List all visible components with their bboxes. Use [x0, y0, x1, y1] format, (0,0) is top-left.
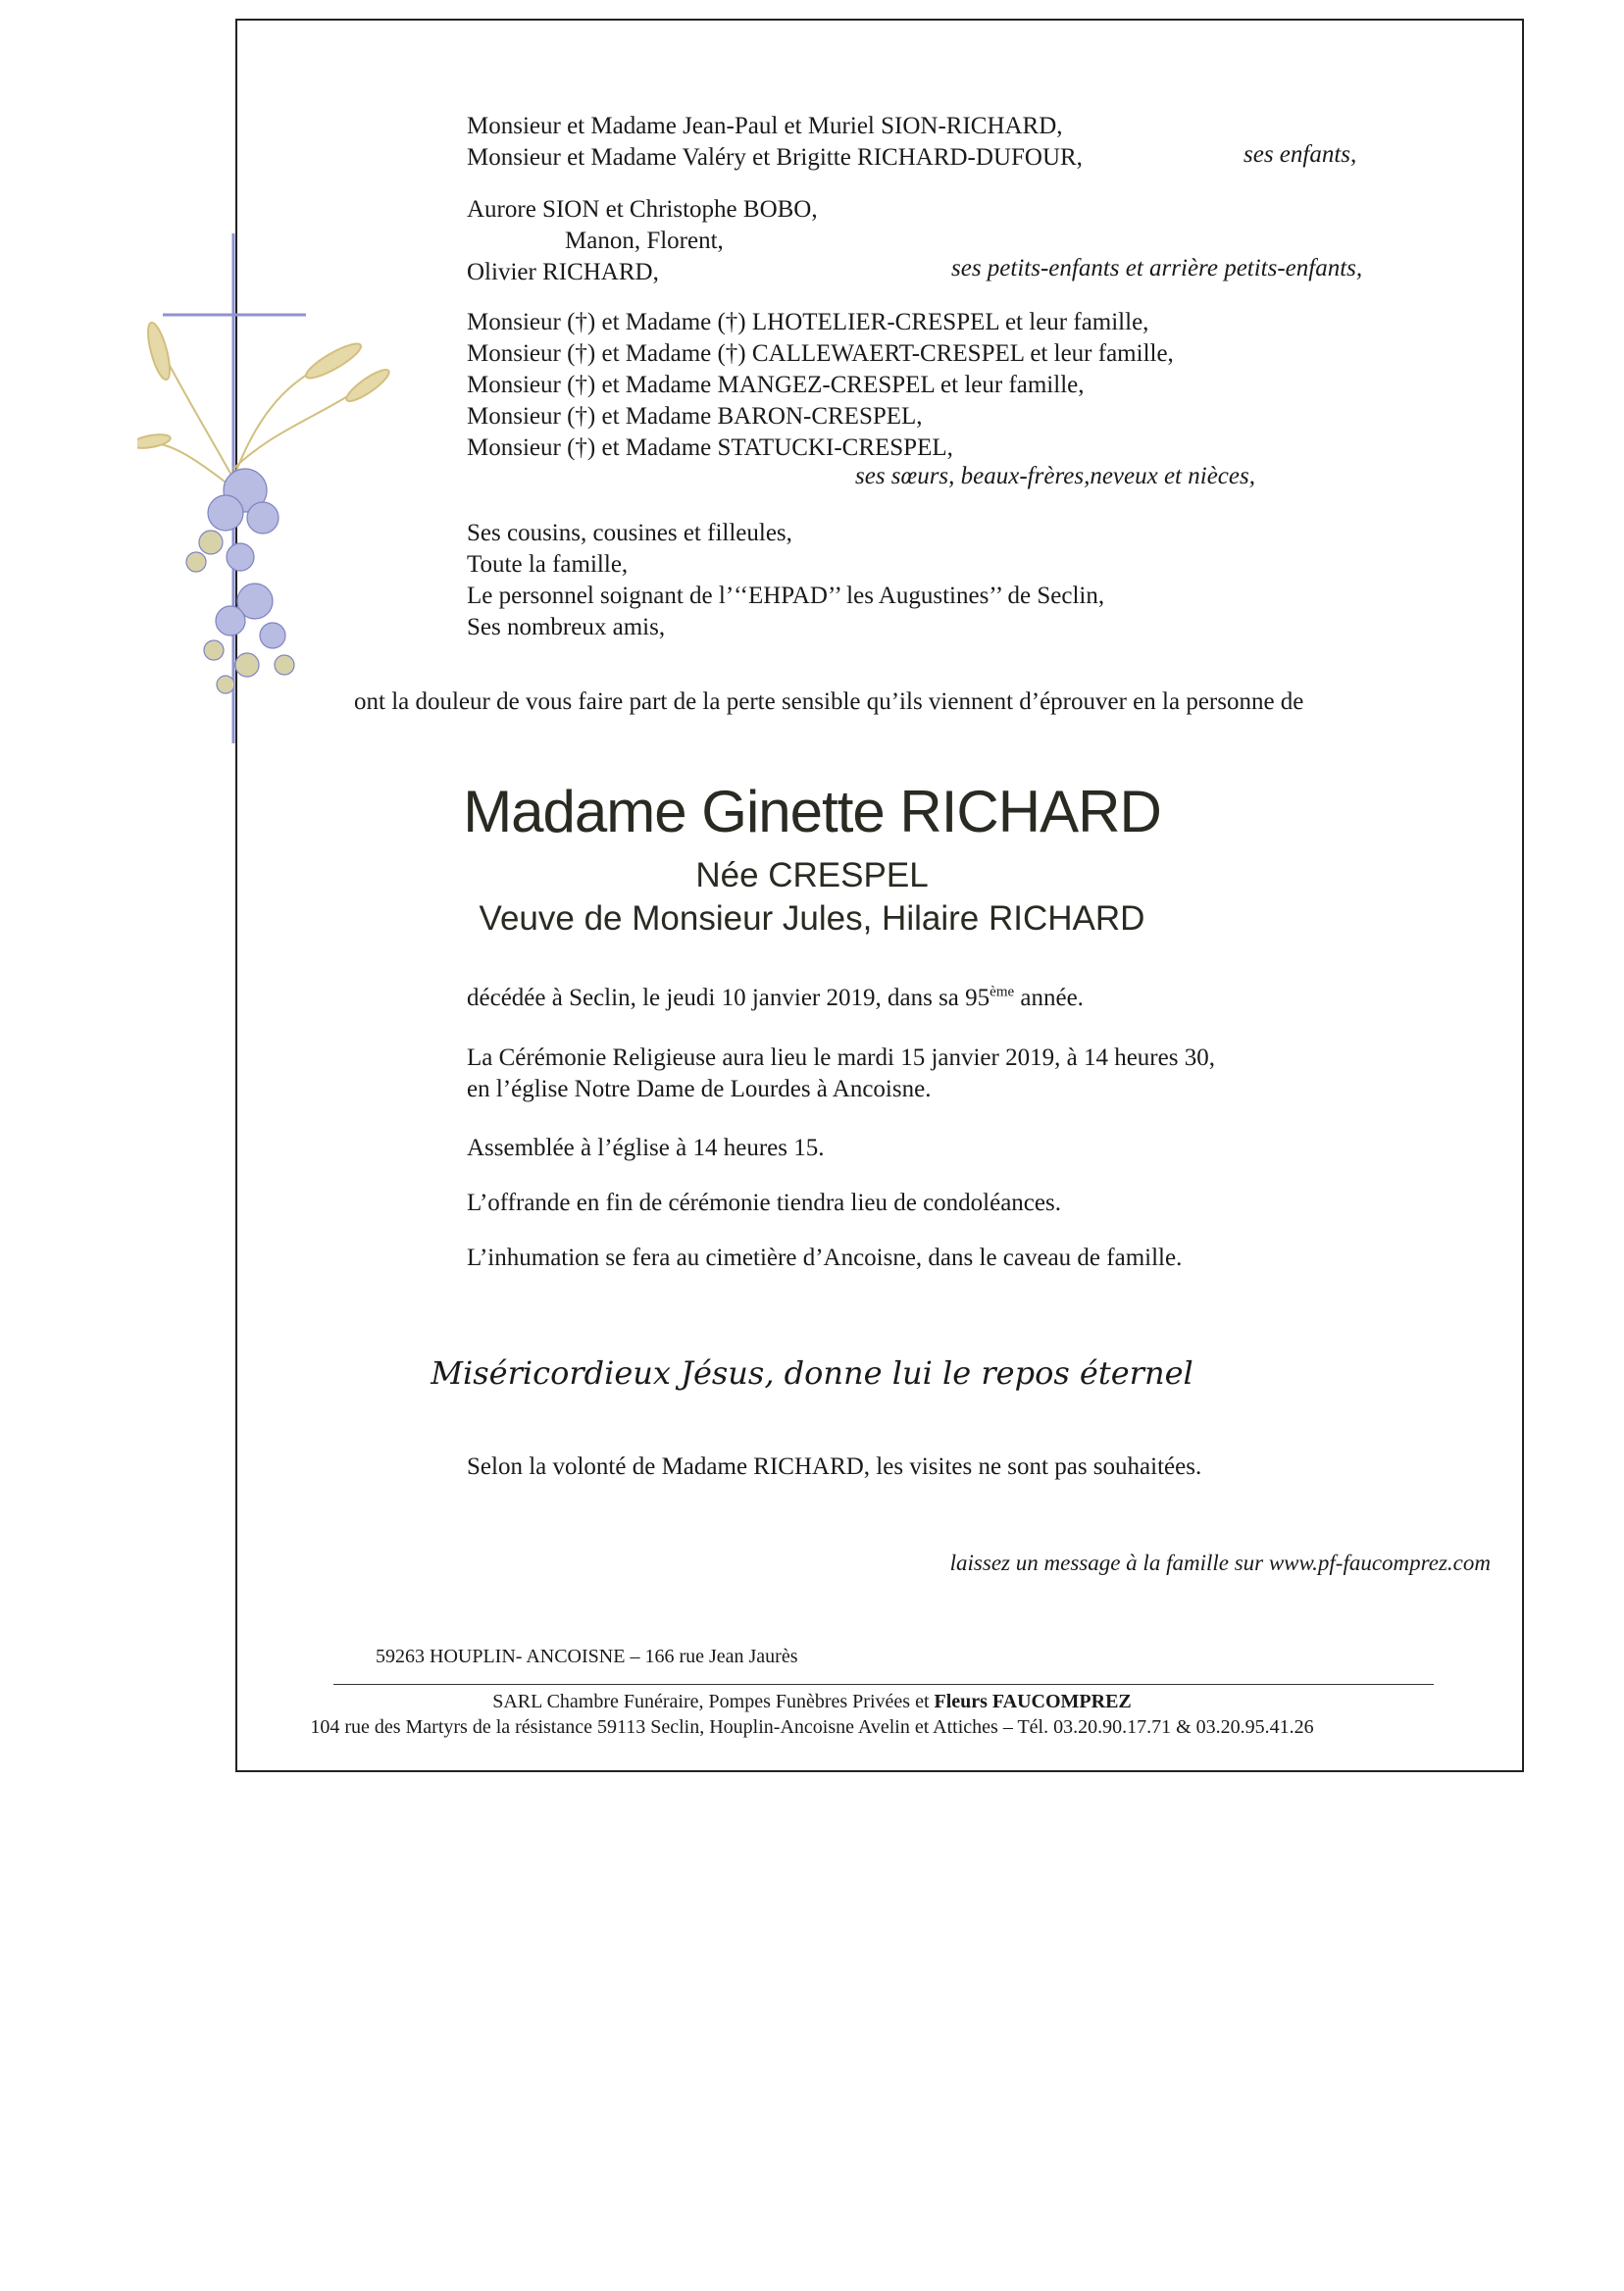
death-text-end: année. [1014, 985, 1084, 1011]
assembly-line: Assemblée à l’église à 14 heures 15. [467, 1135, 825, 1161]
other-line-3: Le personnel soignant de l’‘‘EHPAD’’ les Augustines’’ de Seclin, [467, 583, 1105, 609]
sibling-line-2: Monsieur (†) et Madame (†) CALLEWAERT-CRESPEL et leur famille, [467, 340, 1174, 367]
deceased-maiden-name: Née CRESPEL [695, 856, 929, 894]
wheat-icon [137, 321, 392, 488]
footer-company [0, 1689, 1624, 1714]
sibling-line-4: Monsieur (†) et Madame BARON-CRESPEL, [467, 403, 923, 430]
sibling-line-3: Monsieur (†) et Madame MANGEZ-CRESPEL et leur famille, [467, 372, 1085, 398]
address-line: 59263 HOUPLIN- ANCOISNE – 166 rue Jean Jaurès [376, 1646, 798, 1667]
death-text: décédée à Seclin, le jeudi 10 janvier 2019, dans sa 95 [467, 985, 990, 1011]
sibling-line-5: Monsieur (†) et Madame STATUCKI-CRESPEL, [467, 434, 953, 461]
deceased-widow-of: Veuve de Monsieur Jules, Hilaire RICHARD [479, 899, 1145, 938]
ceremony-line-2: en l’église Notre Dame de Lourdes à Ancoisne. [467, 1076, 932, 1102]
other-line-1: Ses cousins, cousines et filleules, [467, 520, 792, 546]
death-details [467, 983, 1084, 1014]
website-message: laissez un message à la famille sur www.pf-faucomprez.com [949, 1551, 1491, 1575]
grandchild-line-3: Olivier RICHARD, [467, 259, 659, 285]
burial-line: L’inhumation se fera au cimetière d’Ancoisne, dans le caveau de famille. [467, 1245, 1183, 1271]
announcement: ont la douleur de vous faire part de la perte sensible qu’ils viennent d’éprouver en la personne de [354, 688, 1304, 715]
ceremony-line-1: La Cérémonie Religieuse aura lieu le mardi 15 janvier 2019, à 14 heures 30, [467, 1044, 1215, 1071]
flowers-icon [186, 469, 294, 693]
grandchild-line-2: Manon, Florent, [565, 228, 724, 254]
footer-contact: 104 rue des Martyrs de la résistance 59113 Seclin, Houplin-Ancoisne Avelin et Attiches – Tél. 03.20.90.17.71 & 03.20.95.41.26 [310, 1716, 1314, 1738]
prayer-motto: Miséricordieux Jésus, donne lui le repos éternel [431, 1354, 1193, 1392]
cross-with-wheat-and-flowers-icon [137, 233, 392, 743]
visits-line: Selon la volonté de Madame RICHARD, les visites ne sont pas souhaitées. [467, 1453, 1202, 1480]
grandchildren-role: ses petits-enfants et arrière petits-enfants, [951, 255, 1363, 281]
deceased-name: Madame Ginette RICHARD [463, 779, 1161, 844]
grandchild-line-1: Aurore SION et Christophe BOBO, [467, 196, 818, 223]
child-line-2: Monsieur et Madame Valéry et Brigitte RICHARD-DUFOUR, [467, 144, 1083, 171]
footer-divider [333, 1684, 1434, 1685]
footer-company-brand: Fleurs FAUCOMPREZ [934, 1691, 1132, 1712]
sibling-line-1: Monsieur (†) et Madame (†) LHOTELIER-CRESPEL et leur famille, [467, 309, 1149, 335]
offering-line: L’offrande en fin de cérémonie tiendra lieu de condoléances. [467, 1190, 1061, 1216]
death-ordinal: ème [990, 984, 1015, 1000]
footer-company-text: SARL Chambre Funéraire, Pompes Funèbres Privées et [492, 1691, 935, 1712]
siblings-role: ses sœurs, beaux-frères,neveux et nièces, [855, 463, 1255, 489]
other-line-4: Ses nombreux amis, [467, 614, 666, 640]
children-role: ses enfants, [1243, 141, 1357, 168]
child-line-1: Monsieur et Madame Jean-Paul et Muriel SION-RICHARD, [467, 113, 1063, 139]
other-line-2: Toute la famille, [467, 551, 629, 578]
